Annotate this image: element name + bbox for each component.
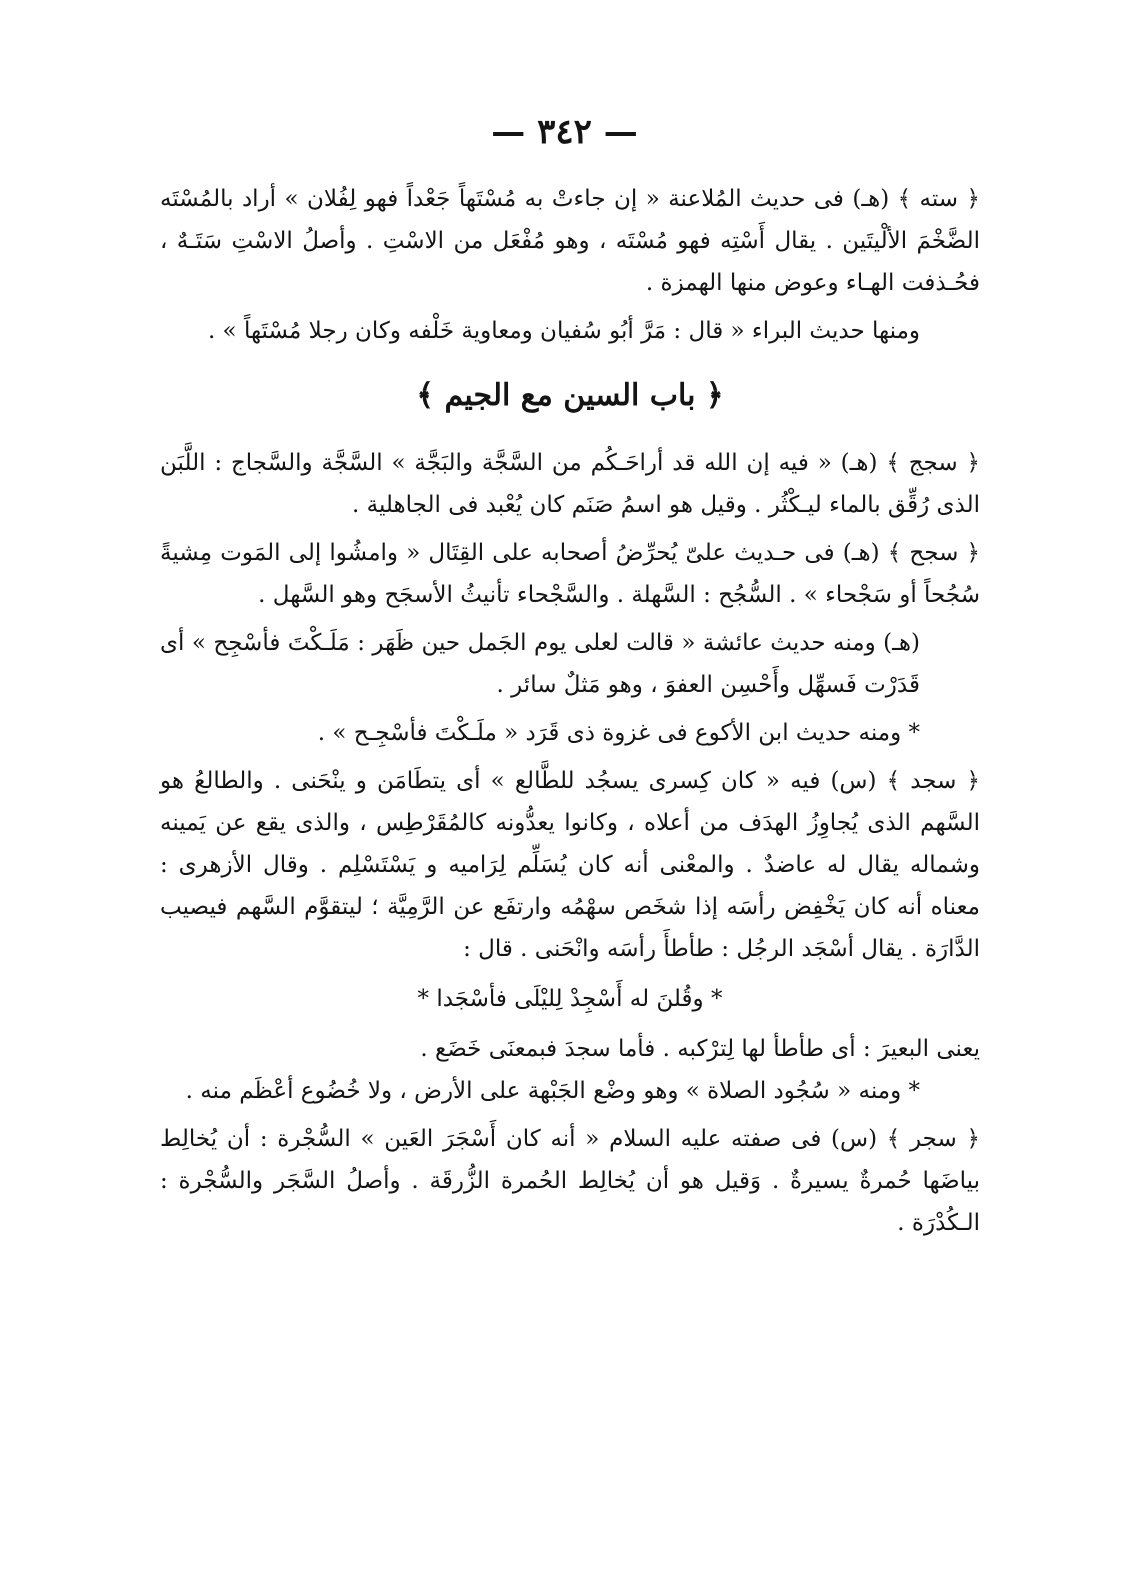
entry-sth: ﴿ سته ﴾ (هـ) فى حديث المُلاعنة « إن جاءتْ به مُسْتَهاً جَعْداً فهو لِفُلان » أراد بالمُسْتَه الضَّخْمَ الألْيتَين . يقال أَسْتِه فهو مُسْتَه ، وهو مُفْعَل من الاسْتِ . وأصلُ الاسْتِ سَتَـهٌ ، فحُـذفت الهـاء وعوض منها الهمزة .: [160, 186, 980, 296]
entry-sjr: ﴿ سجر ﴾ (س) فى صفته عليه السلام « أنه كان أَسْجَرَ العَين » السُّجْرة : أن يُخالِط بياضَها حُمرةٌ يسيرةٌ . وَقيل هو أن يُخالِط الحُمرة الزُّرقَة . وأصلُ السَّجَر والسُّجْرة : الـكُدْرَة .: [160, 1126, 980, 1236]
entry-sjd-sujud: * ومنه « سُجُود الصلاة » وهو وضْع الجَبْهة على الأرض ، ولا خُضُوع أعْظَم منه .: [185, 1078, 920, 1104]
entry-sjd: ﴿ سجد ﴾ (س) فيه « كان كِسرى يسجُد للطَّالع » أى يتطَامَن و ينْحَنى . والطالعُ هو السَّهم الذى يُجاوِزُ الهدَف من أعلاه ، وكانوا يعدُّونه كالمُقَرْطِس ، والذى يقع عن يَمينه وشماله يقال له عاضدٌ . والمعْنى أنه كان يُسَلِّم لِرَاميه و يَسْتَسْلِم . وقال الأزهرى : معناه أنه كان يَخْفِض رأسَه إذا شخَص سهْمُه وارتفَع عن الرَّمِيَّة ؛ ليتقوَّم السَّهم فيصيب الدَّارَة . يقال أسْجَد الرجُل : طأطأَ رأسَه وانْحَنى . قال :: [160, 768, 980, 962]
entry-sjd-ba3ir: يعنى البعيرَ : أى طأطأ لها لِترْكبه . فأما سجدَ فبمعنَى خَضَع .: [420, 1036, 980, 1062]
entry-sth-hadith: ومنها حديث البراء « قال : مَرَّ أبُو سُفيان ومعاوية خَلْفه وكان رجلا مُسْتَهاً » .: [207, 318, 920, 344]
page-body: [160, 178, 980, 1250]
entry-sjh: ﴿ سجح ﴾ (هـ) فى حـديث علىّ يُحرِّضُ أصحابه على القِتَال « وامشُوا إلى المَوت مِشيةً سُجُحاً أو سَجْحاء » . السُّجُح : السَّهلة . والسَّجْحاء تأنيثُ الأسجَح وهو السَّهل .: [160, 540, 980, 608]
page-number: — ٣٤٢ —: [491, 112, 638, 152]
entry-sjh-akwa: * ومنه حديث ابن الأكوع فى غزوة ذى قَرَد « ملَـكْتَ فأسْجِـح » .: [317, 720, 920, 746]
section-title: ﴿ باب السين مع الجيم ﴾: [416, 378, 724, 413]
verse: * وقُلنَ له أَسْجِدْ لِليْلَى فأسْجَدا *: [417, 986, 723, 1012]
entry-sjj: ﴿ سجج ﴾ (هـ) « فيه إن الله قد أراحَـكُم من السَّجَّة والبَجَّة » السَّجَّة والسَّجاج : اللَّبَن الذى رُقِّق بالماء ليـكْثُر . وقيل هو اسمُ صَنَم كان يُعْبد فى الجاهلية .: [160, 450, 980, 518]
entry-sjh-aisha: (هـ) ومنه حديث عائشة « قالت لعلى يوم الجَمل حين ظَهَر : مَلَـكْتَ فأسْجِح » أى قَدَرْت فَسهِّل وأَحْسِن العفوَ ، وهو مَثلٌ سائر .: [160, 630, 920, 698]
